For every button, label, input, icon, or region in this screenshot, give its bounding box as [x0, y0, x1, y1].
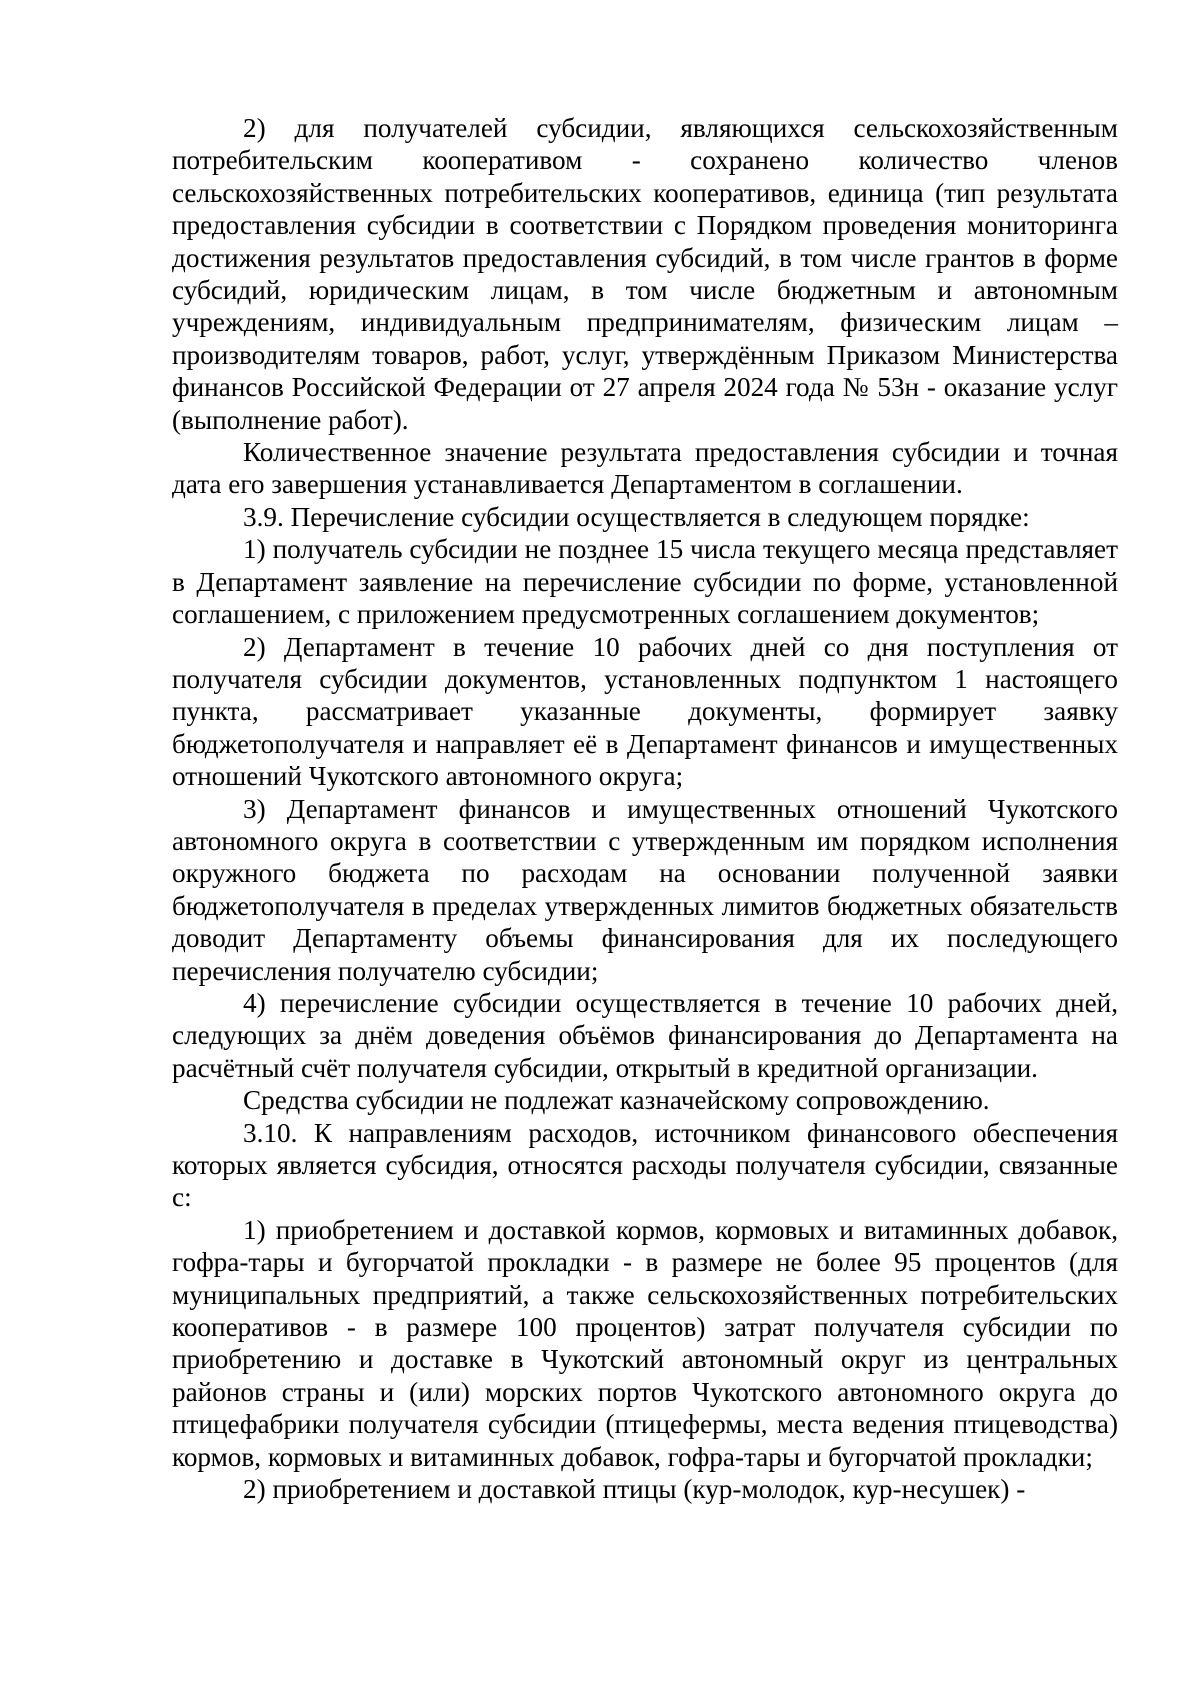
paragraph-3-9-heading: 3.9. Перечисление субсидии осуществляется в следующем порядке:	[243, 501, 1030, 532]
paragraph-treasury-note: Средства субсидии не подлежат казначейскому сопровождению.	[243, 1085, 990, 1116]
paragraph-3-10-item-1: 1) приобретением и доставкой кормов, кормовых и витаминных добавок, гофра-тары и бугорчатой прокладки - в размере не более 95 процентов (для муниципальных предприятий, а также сельскохозяйственных потребительских кооперативов - в размере 100 процентов) затрат получателя субсидии по приобретению и доставке в Чукотский автономный округ из центральных районов страны и (или) морских портов Чукотского автономного округа до птицефабрики получателя субсидии (птицефермы, места ведения птицеводства) кормов, кормовых и витаминных добавок, гофра-тары и бугорчатой прокладки;	[172, 1214, 1118, 1472]
paragraph-3-9-item-1: 1) получатель субсидии не позднее 15 числа текущего месяца представляет в Департамент заявление на перечисление субсидии по форме, установленной соглашением, с приложением предусмотренных соглашением документов;	[172, 534, 1118, 630]
paragraph-item-2-result-type: 2) для получателей субсидии, являющихся сельскохозяйственным потребительским кооперативом - сохранено количество членов сельскохозяйственных потребительских кооперативов, единица (тип результата предоставления субсидии в соответствии с Порядком проведения мониторинга достижения результатов предоставления субсидий, в том числе грантов в форме субсидий, юридическим лицам, в том числе бюджетным и автономным учреждениям, индивидуальным предпринимателям, физическим лицам – производителям товаров, работ, услуг, утверждённым Приказом Министерства финансов Российской Федерации от 27 апреля 2024 года № 53н - оказание услуг (выполнение работ).	[172, 113, 1118, 435]
paragraph-quantitative-value: Количественное значение результата предоставления субсидии и точная дата его завершения устанавливается Департаментом в соглашении.	[172, 437, 1118, 500]
paragraph-3-9-item-3: 3) Департамент финансов и имущественных отношений Чукотского автономного округа в соответствии с утвержденным им порядком исполнения окружного бюджета по расходам на основании полученной заявки бюджетополучателя в пределах утвержденных лимитов бюджетных обязательств доводит Департаменту объемы финансирования для их последующего перечисления получателю субсидии;	[172, 793, 1118, 986]
paragraph-3-10-item-2: 2) приобретением и доставкой птицы (кур-молодок, кур-несушек) -	[243, 1474, 1026, 1505]
document-page	[172, 112, 1118, 1505]
paragraph-3-9-item-2: 2) Департамент в течение 10 рабочих дней со дня поступления от получателя субсидии документов, установленных подпунктом 1 настоящего пункта, рассматривает указанные документы, формирует заявку бюджетополучателя и направляет её в Департамент финансов и имущественных отношений Чукотского автономного округа;	[172, 631, 1118, 792]
paragraph-3-9-item-4: 4) перечисление субсидии осуществляется в течение 10 рабочих дней, следующих за днём доведения объёмов финансирования до Департамента на расчётный счёт получателя субсидии, открытый в кредитной организации.	[172, 987, 1118, 1083]
paragraph-3-10-heading: 3.10. К направлениям расходов, источником финансового обеспечения которых является субсидия, относятся расходы получателя субсидии, связанные с:	[172, 1117, 1118, 1213]
